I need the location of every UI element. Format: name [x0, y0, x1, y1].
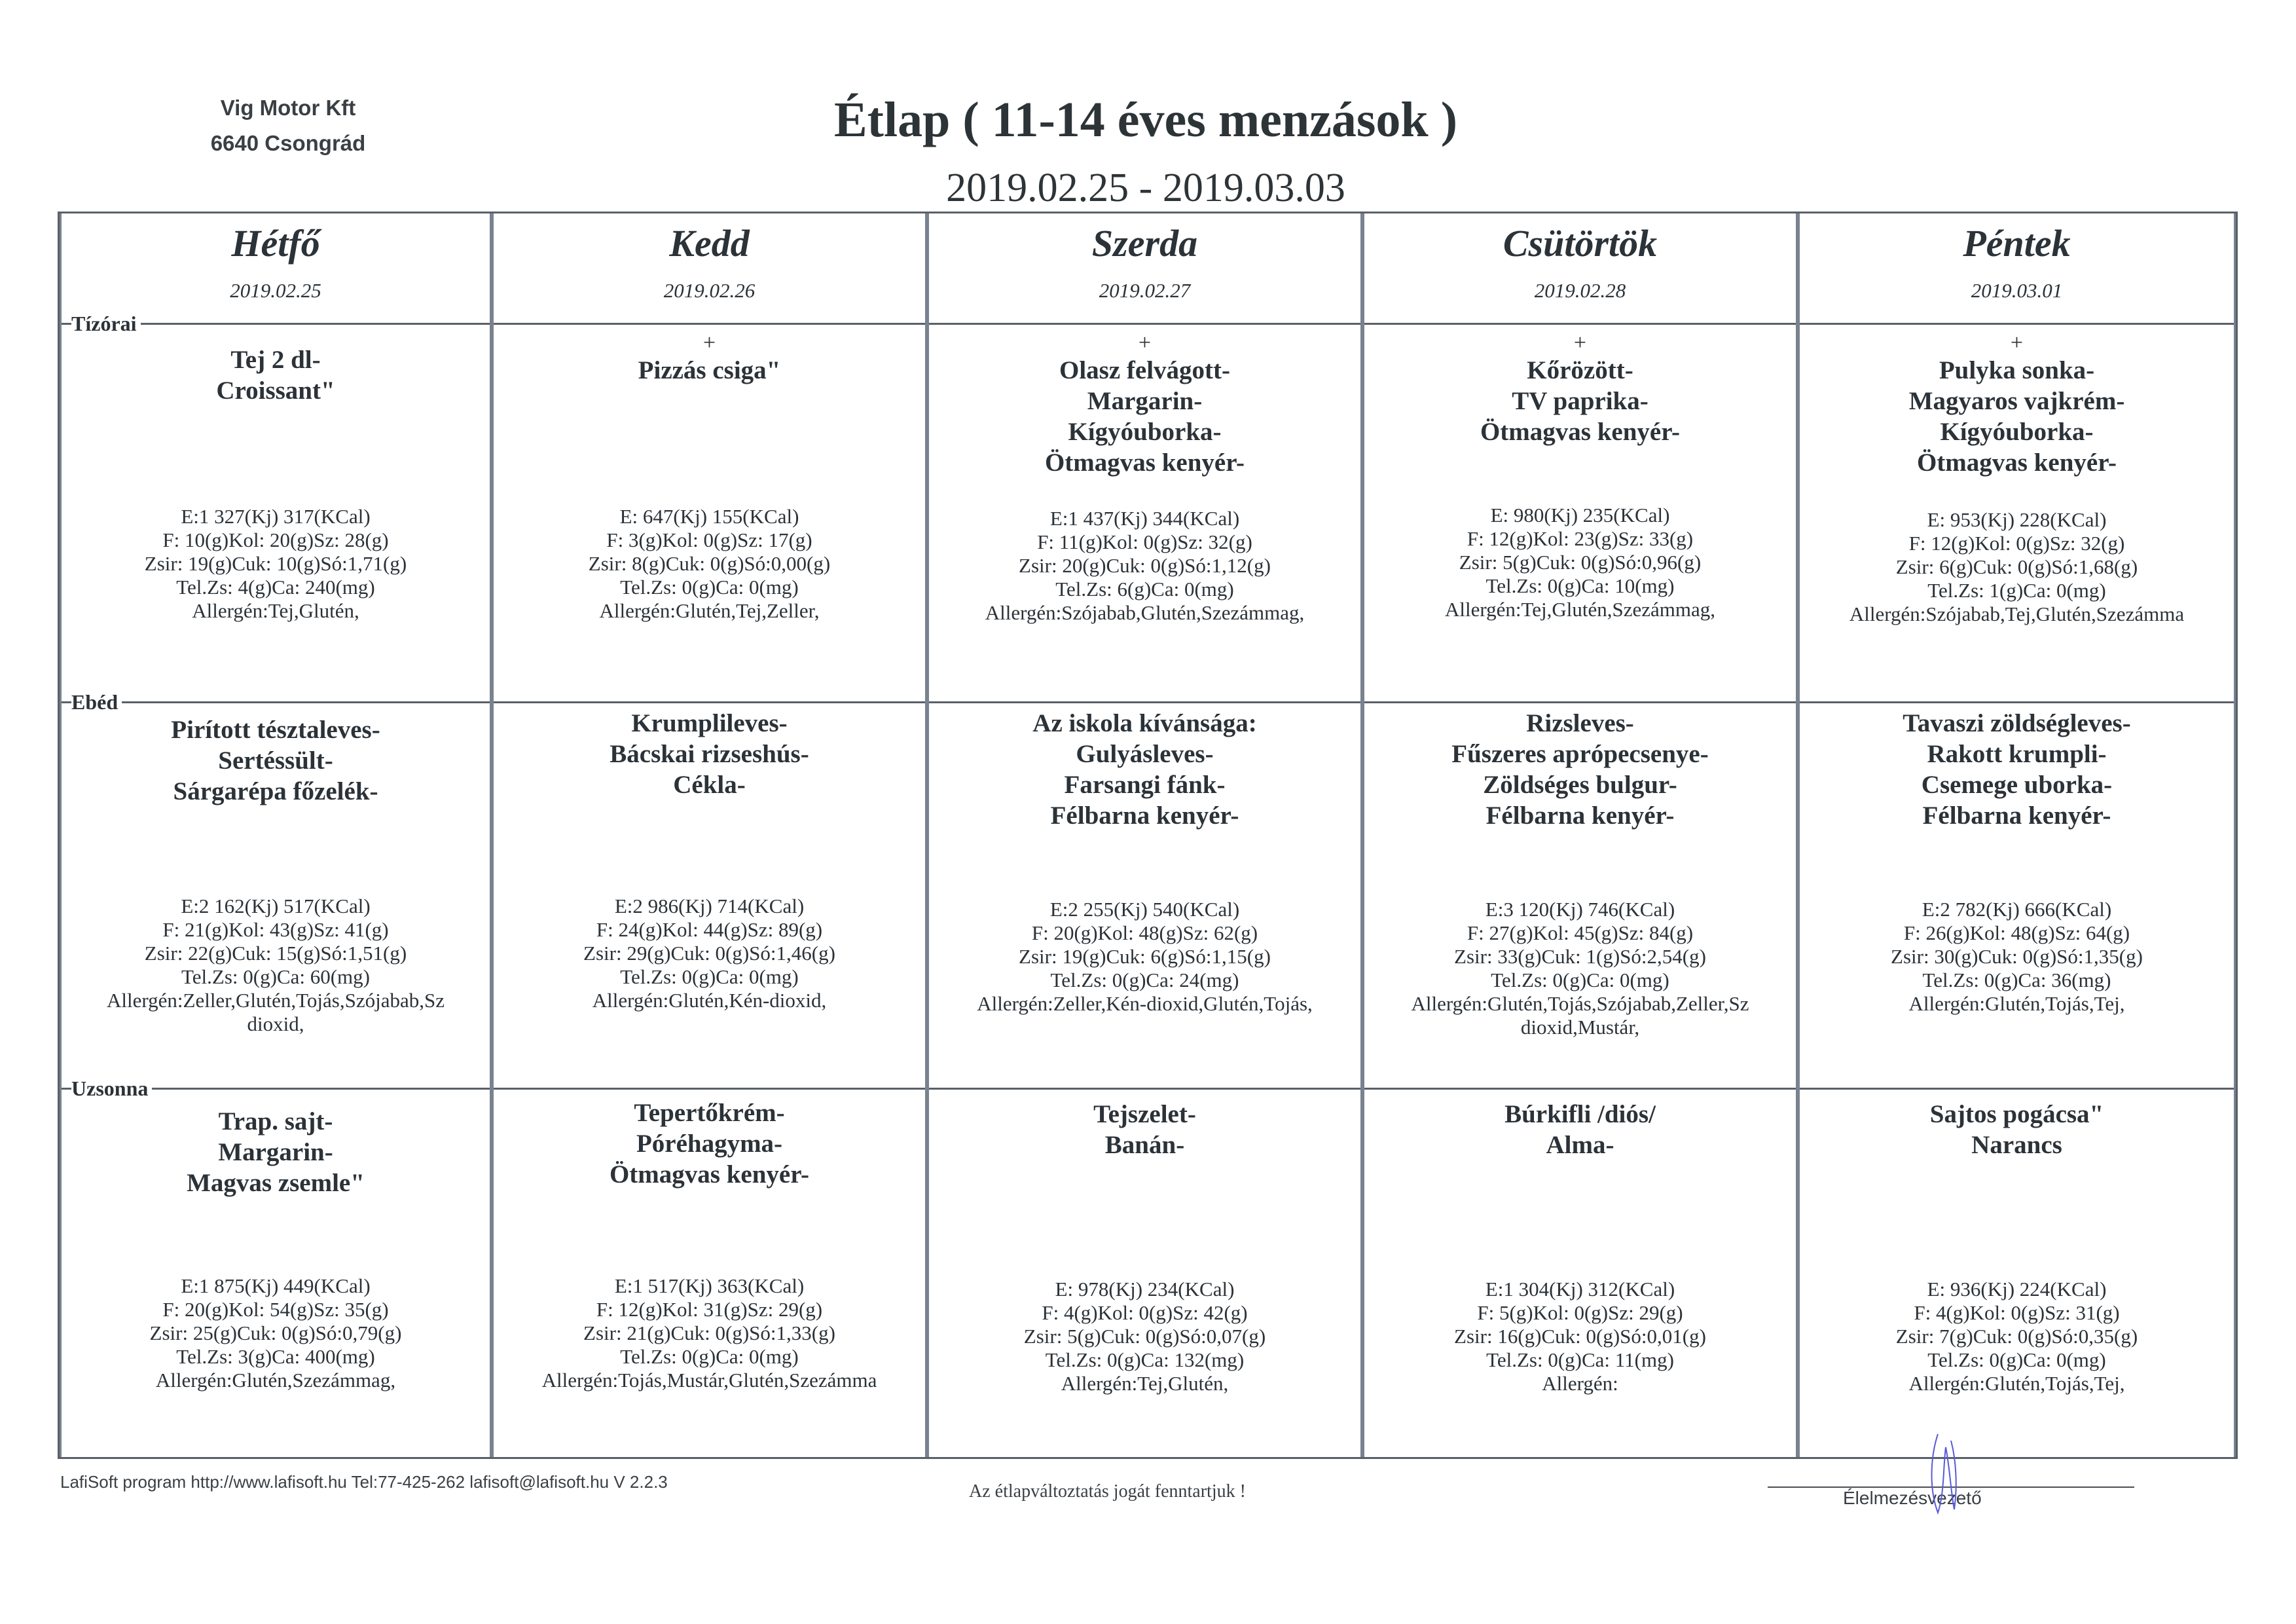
dish: Gulyásleves- [1076, 740, 1214, 768]
nutrition-info [62, 505, 490, 623]
fat-sugar-salt-values: Zsir: 8(g)Cuk: 0(g)Só:0,00(g) [588, 552, 831, 575]
satfat-calcium-values: Tel.Zs: 0(g)Ca: 0(mg) [1491, 969, 1669, 991]
dish: Margarin- [218, 1138, 333, 1166]
nutrition-info [1364, 504, 1796, 621]
day-date: 2019.02.27 [1099, 279, 1191, 302]
dish: Rakott krumpli- [1927, 740, 2107, 768]
menu-cell-uzsonna [929, 1099, 1360, 1160]
day-name: Kedd [669, 222, 750, 265]
dish: Ötmagvas kenyér- [1480, 418, 1681, 446]
protein-carb-values: F: 12(g)Kol: 23(g)Sz: 33(g) [1467, 527, 1694, 550]
menu-cell-ebed [1364, 708, 1796, 831]
dish: Félbarna kenyér- [1050, 802, 1239, 830]
protein-carb-values: F: 10(g)Kol: 20(g)Sz: 28(g) [162, 528, 389, 551]
satfat-calcium-values: Tel.Zs: 0(g)Ca: 24(mg) [1050, 969, 1239, 991]
day-column-csutortok [1362, 213, 1798, 1457]
dish: Ötmagvas kenyér- [609, 1160, 810, 1189]
allergen-list: Allergén:Glutén,Tojás,Tej, [1908, 992, 2125, 1015]
satfat-calcium-values: Tel.Zs: 0(g)Ca: 0(mg) [620, 576, 799, 599]
dish: Croissant" [216, 377, 335, 405]
day-date: 2019.02.26 [663, 279, 756, 302]
nutrition-info [1364, 898, 1796, 1039]
day-name: Péntek [1963, 222, 2071, 265]
protein-carb-values: F: 21(g)Kol: 43(g)Sz: 41(g) [162, 918, 389, 941]
dish: Pulyka sonka- [1939, 356, 2095, 384]
menu-cell-tizorai [929, 331, 1360, 478]
energy-value: E:1 437(Kj) 344(KCal) [1049, 507, 1240, 530]
dish: Ötmagvas kenyér- [1916, 449, 2117, 477]
meal-label-ebed: Ebéd [71, 690, 122, 714]
satfat-calcium-values: Tel.Zs: 3(g)Ca: 400(mg) [176, 1345, 375, 1368]
satfat-calcium-values: Tel.Zs: 0(g)Ca: 0(mg) [1927, 1348, 2106, 1371]
fat-sugar-salt-values: Zsir: 19(g)Cuk: 6(g)Só:1,15(g) [1019, 945, 1271, 968]
satfat-calcium-values: Tel.Zs: 4(g)Ca: 240(mg) [176, 576, 375, 599]
dish: Sárgarépa főzelék- [173, 777, 378, 805]
energy-value: E: 647(Kj) 155(KCal) [619, 505, 799, 528]
nutrition-info [929, 898, 1360, 1016]
protein-carb-values: F: 27(g)Kol: 45(g)Sz: 84(g) [1467, 921, 1694, 944]
energy-value: E:1 327(Kj) 317(KCal) [181, 505, 371, 528]
energy-value: E: 953(Kj) 228(KCal) [1927, 508, 2107, 531]
menu-table [58, 212, 2238, 1459]
allergen-list: Allergén:Glutén,Tojás,Tej, [1908, 1372, 2125, 1395]
menu-cell-ebed [494, 708, 925, 800]
protein-carb-values: F: 4(g)Kol: 0(g)Sz: 42(g) [1042, 1301, 1248, 1324]
nutrition-info [1364, 1278, 1796, 1395]
dish: Pizzás csiga" [638, 356, 781, 384]
day-column-hetfo [60, 213, 492, 1457]
menu-cell-ebed [1800, 708, 2234, 831]
energy-value: E:2 986(Kj) 714(KCal) [614, 895, 805, 917]
allergen-list: Allergén:Glutén,Kén-dioxid, [592, 989, 827, 1012]
fat-sugar-salt-values: Zsir: 6(g)Cuk: 0(g)Só:1,68(g) [1895, 555, 2138, 578]
allergen-list: Allergén:Tej,Glutén, [192, 599, 359, 622]
menu-cell-uzsonna [62, 1106, 490, 1198]
day-name: Szerda [1091, 222, 1198, 265]
nutrition-info [1800, 508, 2234, 626]
energy-value: E:2 162(Kj) 517(KCal) [181, 895, 371, 917]
fat-sugar-salt-values: Zsir: 29(g)Cuk: 0(g)Só:1,46(g) [583, 942, 835, 965]
protein-carb-values: F: 12(g)Kol: 31(g)Sz: 29(g) [596, 1298, 823, 1321]
energy-value: E:3 120(Kj) 746(KCal) [1485, 898, 1675, 921]
handwritten-signature-icon [1918, 1428, 1971, 1526]
dish: Félbarna kenyér- [1922, 802, 2111, 830]
satfat-calcium-values: Tel.Zs: 1(g)Ca: 0(mg) [1927, 579, 2106, 602]
protein-carb-values: F: 26(g)Kol: 48(g)Sz: 64(g) [1903, 921, 2130, 944]
date-range: 2019.02.25 - 2019.03.03 [946, 166, 1345, 210]
dish: Tavaszi zöldségleves- [1903, 709, 2131, 737]
dish: Magvas zsemle" [187, 1169, 365, 1197]
allergen-list-cont: dioxid, [247, 1012, 304, 1035]
nutrition-info [494, 1274, 925, 1392]
dish: Margarin- [1087, 387, 1203, 415]
nutrition-info [929, 1278, 1360, 1395]
protein-carb-values: F: 24(g)Kol: 44(g)Sz: 89(g) [596, 918, 823, 941]
protein-carb-values: F: 4(g)Kol: 0(g)Sz: 31(g) [1914, 1301, 2120, 1324]
energy-value: E:1 517(Kj) 363(KCal) [614, 1274, 805, 1297]
dish: Kígyóuborka- [1068, 418, 1222, 446]
nutrition-info [1800, 1278, 2234, 1395]
menu-cell-tizorai [62, 344, 490, 406]
dish: Olasz felvágott- [1059, 356, 1230, 384]
dish: Magyaros vajkrém- [1908, 387, 2125, 415]
nutrition-info [62, 895, 490, 1036]
allergen-list: Allergén:Tej,Glutén, [1061, 1372, 1229, 1395]
dish: Az iskola kívánsága: [1032, 709, 1257, 737]
company-address: 6640 Csongrád [210, 131, 366, 155]
nutrition-info [62, 1274, 490, 1392]
menu-cell-ebed [929, 708, 1360, 831]
day-date: 2019.03.01 [1971, 279, 2063, 302]
dish: Sertéssült- [218, 747, 333, 775]
energy-value: E: 978(Kj) 234(KCal) [1055, 1278, 1235, 1301]
dish: Krumplileves- [631, 709, 788, 737]
satfat-calcium-values: Tel.Zs: 0(g)Ca: 0(mg) [620, 1345, 799, 1368]
energy-value: E: 936(Kj) 224(KCal) [1927, 1278, 2107, 1301]
plus-mark: + [2010, 331, 2024, 355]
day-name: Hétfő [231, 222, 320, 265]
fat-sugar-salt-values: Zsir: 33(g)Cuk: 1(g)Só:2,54(g) [1454, 945, 1706, 968]
dish: TV paprika- [1512, 387, 1649, 415]
dish: Bácskai rizseshús- [610, 740, 809, 768]
dish: Ötmagvas kenyér- [1044, 449, 1245, 477]
satfat-calcium-values: Tel.Zs: 0(g)Ca: 0(mg) [620, 965, 799, 988]
energy-value: E:2 782(Kj) 666(KCal) [1922, 898, 2112, 921]
page-title: Étlap ( 11-14 éves menzások ) [833, 92, 1458, 147]
dish: Cékla- [673, 771, 746, 799]
allergen-list: Allergén:Glutén,Tojás,Szójabab,Zeller,Sz [1411, 992, 1749, 1015]
satfat-calcium-values: Tel.Zs: 0(g)Ca: 10(mg) [1485, 574, 1675, 597]
company-info [196, 90, 380, 161]
fat-sugar-salt-values: Zsir: 30(g)Cuk: 0(g)Só:1,35(g) [1891, 945, 2143, 968]
allergen-list: Allergén:Tej,Glutén,Szezámmag, [1444, 598, 1716, 621]
day-column-kedd [492, 213, 927, 1457]
plus-mark: + [1573, 331, 1587, 355]
fat-sugar-salt-values: Zsir: 5(g)Cuk: 0(g)Só:0,07(g) [1023, 1325, 1266, 1348]
allergen-list: Allergén:Glutén,Tej,Zeller, [599, 599, 820, 622]
menu-cell-uzsonna [1364, 1099, 1796, 1160]
menu-cell-uzsonna [1800, 1099, 2234, 1160]
plus-mark: + [1138, 331, 1152, 355]
satfat-calcium-values: Tel.Zs: 6(g)Ca: 0(mg) [1055, 578, 1234, 600]
allergen-list: Allergén:Zeller,Glutén,Tojás,Szójabab,Sz [107, 989, 445, 1012]
dish: Banán- [1104, 1131, 1185, 1159]
dish: Farsangi fánk- [1064, 771, 1226, 799]
dish: Tejszelet- [1093, 1100, 1196, 1128]
allergen-list: Allergén:Szójabab,Tej,Glutén,Szezámma [1849, 602, 2185, 625]
dish: Alma- [1546, 1131, 1614, 1159]
nutrition-info [494, 505, 925, 623]
day-date: 2019.02.25 [230, 279, 321, 302]
dish: Tepertőkrém- [634, 1099, 785, 1127]
company-name: Vig Motor Kft [220, 96, 356, 120]
menu-cell-tizorai [494, 331, 925, 386]
dish: Narancs [1971, 1131, 2062, 1159]
protein-carb-values: F: 3(g)Kol: 0(g)Sz: 17(g) [606, 528, 812, 551]
allergen-list: Allergén: [1542, 1372, 1618, 1395]
nutrition-info [929, 507, 1360, 625]
meal-label-tizorai: Tízórai [71, 312, 141, 336]
protein-carb-values: F: 12(g)Kol: 0(g)Sz: 32(g) [1908, 532, 2125, 555]
nutrition-info [1800, 898, 2234, 1016]
dish: Trap. sajt- [218, 1107, 333, 1135]
allergen-list: Allergén:Glutén,Szezámmag, [155, 1369, 396, 1392]
allergen-list: Allergén:Zeller,Kén-dioxid,Glutén,Tojás, [977, 992, 1313, 1015]
change-notice: Az étlapváltoztatás jogát fenntartjuk ! [969, 1481, 1246, 1502]
fat-sugar-salt-values: Zsir: 25(g)Cuk: 0(g)Só:0,79(g) [149, 1321, 402, 1344]
fat-sugar-salt-values: Zsir: 22(g)Cuk: 15(g)Só:1,51(g) [144, 942, 407, 965]
fat-sugar-salt-values: Zsir: 16(g)Cuk: 0(g)Só:0,01(g) [1454, 1325, 1706, 1348]
dish: Fűszeres aprópecsenye- [1451, 740, 1709, 768]
fat-sugar-salt-values: Zsir: 5(g)Cuk: 0(g)Só:0,96(g) [1459, 551, 1702, 574]
dish: Csemege uborka- [1921, 771, 2113, 799]
protein-carb-values: F: 11(g)Kol: 0(g)Sz: 32(g) [1037, 530, 1252, 553]
day-name: Csütörtök [1503, 222, 1658, 265]
fat-sugar-salt-values: Zsir: 19(g)Cuk: 10(g)Só:1,71(g) [144, 552, 407, 575]
dish: Rizsleves- [1526, 709, 1634, 737]
energy-value: E:2 255(Kj) 540(KCal) [1049, 898, 1240, 921]
satfat-calcium-values: Tel.Zs: 0(g)Ca: 60(mg) [181, 965, 370, 988]
software-credit: LafiSoft program http://www.lafisoft.hu Tel:77-425-262 lafisoft@lafisoft.hu V 2.2.3 [60, 1472, 668, 1492]
day-column-szerda [927, 213, 1362, 1457]
dish: Búrkifli /diós/ [1504, 1100, 1656, 1128]
satfat-calcium-values: Tel.Zs: 0(g)Ca: 36(mg) [1922, 969, 2111, 991]
allergen-list: Allergén:Tojás,Mustár,Glutén,Szezámma [541, 1369, 877, 1392]
dish: Félbarna kenyér- [1485, 802, 1675, 830]
protein-carb-values: F: 20(g)Kol: 48(g)Sz: 62(g) [1031, 921, 1258, 944]
allergen-list-cont: dioxid,Mustár, [1520, 1016, 1640, 1039]
fat-sugar-salt-values: Zsir: 21(g)Cuk: 0(g)Só:1,33(g) [583, 1321, 835, 1344]
dish: Zöldséges bulgur- [1483, 771, 1677, 799]
dish: Kígyóuborka- [1940, 418, 2094, 446]
energy-value: E:1 304(Kj) 312(KCal) [1485, 1278, 1675, 1301]
plus-mark: + [702, 331, 716, 355]
protein-carb-values: F: 5(g)Kol: 0(g)Sz: 29(g) [1477, 1301, 1683, 1324]
menu-cell-ebed [62, 714, 490, 807]
fat-sugar-salt-values: Zsir: 20(g)Cuk: 0(g)Só:1,12(g) [1019, 554, 1271, 577]
meal-label-uzsonna: Uzsonna [71, 1077, 152, 1101]
dish: Sajtos pogácsa" [1929, 1100, 2104, 1128]
signature-label: Élelmezésvezető [1843, 1488, 1982, 1508]
allergen-list: Allergén:Szójabab,Glutén,Szezámmag, [985, 601, 1305, 624]
dish: Póréhagyma- [636, 1130, 783, 1158]
nutrition-info [494, 895, 925, 1012]
energy-value: E:1 875(Kj) 449(KCal) [181, 1274, 371, 1297]
dish: Pirított tésztaleves- [171, 716, 380, 744]
satfat-calcium-values: Tel.Zs: 0(g)Ca: 11(mg) [1486, 1348, 1674, 1371]
day-column-pentek [1798, 213, 2236, 1457]
energy-value: E: 980(Kj) 235(KCal) [1490, 504, 1670, 526]
day-date: 2019.02.28 [1534, 279, 1626, 302]
menu-cell-tizorai [1364, 331, 1796, 447]
menu-cell-uzsonna [494, 1098, 925, 1190]
dish: Tej 2 dl- [230, 346, 321, 374]
menu-cell-tizorai [1800, 331, 2234, 478]
fat-sugar-salt-values: Zsir: 7(g)Cuk: 0(g)Só:0,35(g) [1895, 1325, 2138, 1348]
satfat-calcium-values: Tel.Zs: 0(g)Ca: 132(mg) [1045, 1348, 1245, 1371]
dish: Kőrözött- [1527, 356, 1633, 384]
protein-carb-values: F: 20(g)Kol: 54(g)Sz: 35(g) [162, 1298, 389, 1321]
